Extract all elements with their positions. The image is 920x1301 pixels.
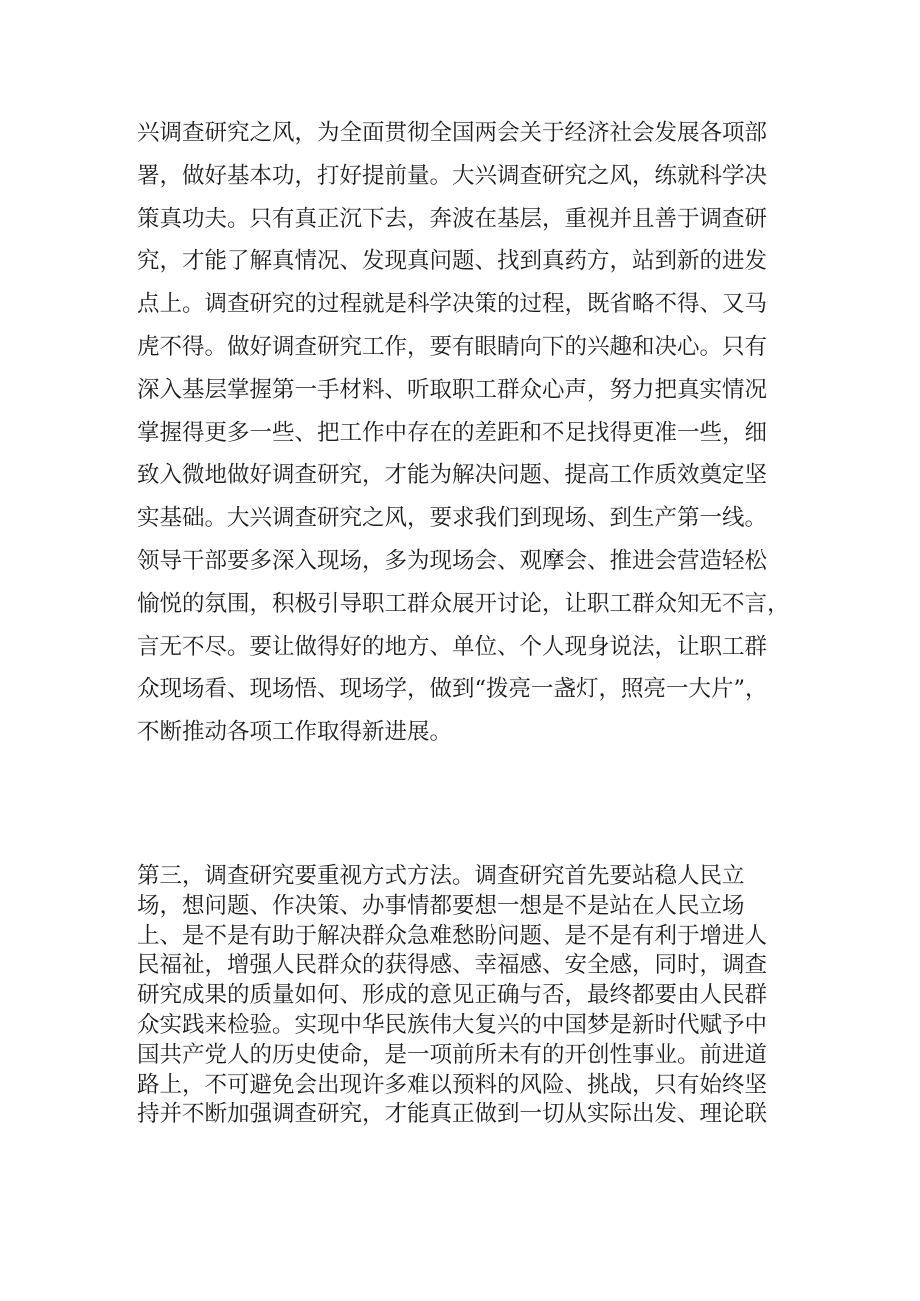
paragraph-2-line: 路上，不可避免会出现许多难以预料的风险、挑战，只有始终坚 [137, 1071, 768, 1098]
paragraph-2-line: 上、是不是有助于解决群众急难愁盼问题、是不是有利于增进人 [137, 922, 768, 949]
paragraph-1-line: 兴调查研究之风，为全面贯彻全国两会关于经济社会发展各项部 [137, 120, 768, 146]
paragraph-2 [137, 862, 817, 1130]
paragraph-1-line: 言无不尽。要让做得好的地方、单位、个人现身说法，让职工群 [137, 633, 768, 660]
paragraph-2-line: 国共产党人的历史使命，是一项前所未有的开创性事业。前进道 [137, 1041, 768, 1068]
paragraph-1-line: 实基础。大兴调查研究之风，要求我们到现场、到生产第一线。 [137, 505, 768, 532]
paragraph-1-line: 深入基层掌握第一手材料、听取职工群众心声，努力把真实情况 [137, 376, 768, 403]
paragraph-1-line: 愉悦的氛围，积极引导职工群众展开讨论，让职工群众知无不言， [137, 590, 790, 617]
paragraph-2-line: 研究成果的质量如何、形成的意见正确与否，最终都要由人民群 [137, 982, 768, 1009]
paragraph-1-line: 领导干部要多深入现场，多为现场会、观摩会、推进会营造轻松 [137, 547, 768, 574]
paragraph-2-line: 场，想问题、作决策、办事情都要想一想是不是站在人民立场 [137, 892, 745, 919]
paragraph-1 [137, 112, 817, 754]
paragraph-2-line: 第三，调查研究要重视方式方法。调查研究首先要站稳人民立 [137, 863, 745, 889]
paragraph-1-line: 不断推动各项工作取得新进展。 [137, 719, 453, 746]
paragraph-1-line: 虎不得。做好调查研究工作，要有眼睛向下的兴趣和决心。只有 [137, 333, 768, 360]
paragraph-1-line: 点上。调查研究的过程就是科学决策的过程，既省略不得、又马 [137, 291, 768, 318]
paragraph-1-line: 策真功夫。只有真正沉下去，奔波在基层，重视并且善于调查研 [137, 205, 768, 232]
paragraph-1-line: 究，才能了解真情况、发现真问题、找到真药方，站到新的进发 [137, 248, 768, 275]
paragraph-1-line: 掌握得更多一些、把工作中存在的差距和不足找得更准一些，细 [137, 419, 768, 446]
paragraph-2-line: 民福祉，增强人民群众的获得感、幸福感、安全感，同时，调查 [137, 952, 768, 979]
paragraph-1-line: 致入微地做好调查研究，才能为解决问题、提高工作质效奠定坚 [137, 462, 768, 489]
paragraph-2-line: 众实践来检验。实现中华民族伟大复兴的中国梦是新时代赋予中 [137, 1011, 768, 1038]
paragraph-2-line: 持并不断加强调查研究，才能真正做到一切从实际出发、理论联 [137, 1101, 768, 1128]
paragraph-1-line: 署，做好基本功，打好提前量。大兴调查研究之风，练就科学决 [137, 162, 768, 189]
paragraph-1-line: 众现场看、现场悟、现场学，做到“拨亮一盏灯，照亮一大片”， [137, 676, 768, 703]
